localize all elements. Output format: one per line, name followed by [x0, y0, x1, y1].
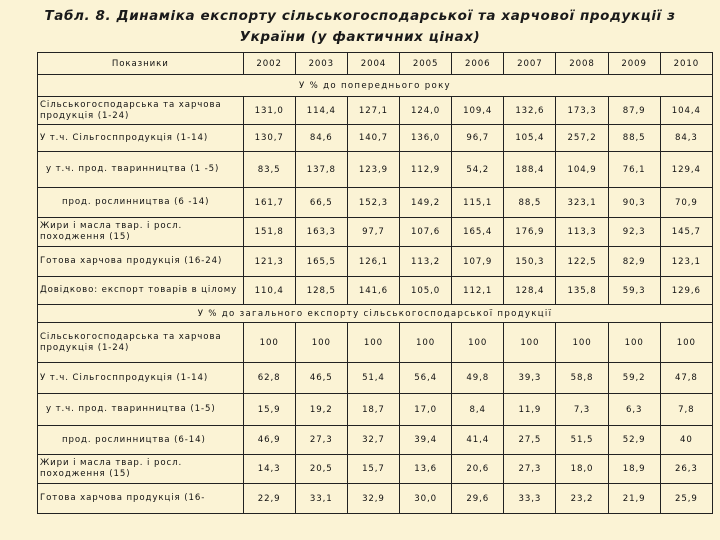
year-header: 2008: [556, 53, 608, 75]
value-cell: 88,5: [608, 125, 660, 152]
row-label: у т.ч. прод. тваринництва (1 -5): [38, 152, 244, 188]
year-header: 2005: [400, 53, 452, 75]
value-cell: 105,0: [400, 277, 452, 305]
table-row: [38, 125, 713, 152]
table-row: [38, 323, 713, 363]
value-cell: 113,2: [400, 247, 452, 277]
value-cell: 100: [243, 323, 295, 363]
indicator-header: Показники: [38, 53, 244, 75]
value-cell: 23,2: [556, 484, 608, 514]
value-cell: 27,5: [504, 426, 556, 455]
value-cell: 70,9: [660, 188, 712, 218]
row-label: Сільськогосподарська та харчова продукція (1-24): [38, 97, 244, 125]
table-row: [38, 218, 713, 247]
value-cell: 18,9: [608, 455, 660, 484]
value-cell: 107,6: [400, 218, 452, 247]
value-cell: 17,0: [400, 394, 452, 426]
value-cell: 41,4: [452, 426, 504, 455]
value-cell: 51,4: [347, 363, 399, 394]
value-cell: 127,1: [347, 97, 399, 125]
year-header: 2009: [608, 53, 660, 75]
value-cell: 135,8: [556, 277, 608, 305]
value-cell: 59,3: [608, 277, 660, 305]
value-cell: 27,3: [295, 426, 347, 455]
value-cell: 62,8: [243, 363, 295, 394]
value-cell: 18,7: [347, 394, 399, 426]
section-header-row: [38, 305, 713, 323]
value-cell: 88,5: [504, 188, 556, 218]
table-row: [38, 97, 713, 125]
year-header: 2004: [347, 53, 399, 75]
value-cell: 33,3: [504, 484, 556, 514]
value-cell: 84,6: [295, 125, 347, 152]
value-cell: 6,3: [608, 394, 660, 426]
value-cell: 33,1: [295, 484, 347, 514]
value-cell: 100: [660, 323, 712, 363]
value-cell: 130,7: [243, 125, 295, 152]
value-cell: 40: [660, 426, 712, 455]
value-cell: 46,5: [295, 363, 347, 394]
value-cell: 20,5: [295, 455, 347, 484]
value-cell: 140,7: [347, 125, 399, 152]
year-header: 2010: [660, 53, 712, 75]
value-cell: 128,5: [295, 277, 347, 305]
table-row: [38, 277, 713, 305]
value-cell: 90,3: [608, 188, 660, 218]
value-cell: 51,5: [556, 426, 608, 455]
year-header: 2002: [243, 53, 295, 75]
table-row: [38, 188, 713, 218]
value-cell: 132,6: [504, 97, 556, 125]
value-cell: 11,9: [504, 394, 556, 426]
value-cell: 123,9: [347, 152, 399, 188]
value-cell: 152,3: [347, 188, 399, 218]
value-cell: 105,4: [504, 125, 556, 152]
value-cell: 151,8: [243, 218, 295, 247]
value-cell: 32,7: [347, 426, 399, 455]
value-cell: 21,9: [608, 484, 660, 514]
value-cell: 165,5: [295, 247, 347, 277]
value-cell: 20,6: [452, 455, 504, 484]
value-cell: 96,7: [452, 125, 504, 152]
row-label: У т.ч. Сільгосппродукція (1-14): [38, 125, 244, 152]
value-cell: 129,4: [660, 152, 712, 188]
value-cell: 104,9: [556, 152, 608, 188]
value-cell: 100: [504, 323, 556, 363]
value-cell: 32,9: [347, 484, 399, 514]
value-cell: 92,3: [608, 218, 660, 247]
value-cell: 112,1: [452, 277, 504, 305]
value-cell: 54,2: [452, 152, 504, 188]
value-cell: 30,0: [400, 484, 452, 514]
value-cell: 26,3: [660, 455, 712, 484]
value-cell: 131,0: [243, 97, 295, 125]
value-cell: 136,0: [400, 125, 452, 152]
value-cell: 141,6: [347, 277, 399, 305]
table-title: Табл. 8. Динаміка експорту сільськогосподарської та харчової продукції з України (у фактичних цінах): [44, 8, 676, 45]
value-cell: 15,7: [347, 455, 399, 484]
value-cell: 150,3: [504, 247, 556, 277]
value-cell: 47,8: [660, 363, 712, 394]
value-cell: 137,8: [295, 152, 347, 188]
value-cell: 165,4: [452, 218, 504, 247]
section-title: У % до попереднього року: [38, 75, 713, 97]
value-cell: 100: [556, 323, 608, 363]
row-label: Жири і масла твар. і росл. походження (15): [38, 455, 244, 484]
table-row: [38, 394, 713, 426]
value-cell: 97,7: [347, 218, 399, 247]
year-header: 2007: [504, 53, 556, 75]
row-label: у т.ч. прод. тваринництва (1-5): [38, 394, 244, 426]
value-cell: 112,9: [400, 152, 452, 188]
value-cell: 100: [295, 323, 347, 363]
value-cell: 323,1: [556, 188, 608, 218]
value-cell: 110,4: [243, 277, 295, 305]
value-cell: 100: [608, 323, 660, 363]
value-cell: 59,2: [608, 363, 660, 394]
value-cell: 87,9: [608, 97, 660, 125]
value-cell: 25,9: [660, 484, 712, 514]
value-cell: 15,9: [243, 394, 295, 426]
table-row: [38, 363, 713, 394]
value-cell: 7,3: [556, 394, 608, 426]
value-cell: 13,6: [400, 455, 452, 484]
row-label: Сільськогосподарська та харчова продукція (1-24): [38, 323, 244, 363]
table-row: [38, 455, 713, 484]
value-cell: 129,6: [660, 277, 712, 305]
row-label: Готова харчова продукція (16-24): [38, 247, 244, 277]
value-cell: 39,3: [504, 363, 556, 394]
value-cell: 100: [347, 323, 399, 363]
value-cell: 82,9: [608, 247, 660, 277]
table-row: [38, 426, 713, 455]
value-cell: 100: [400, 323, 452, 363]
value-cell: 22,9: [243, 484, 295, 514]
value-cell: 161,7: [243, 188, 295, 218]
value-cell: 121,3: [243, 247, 295, 277]
row-label: Готова харчова продукція (16-: [38, 484, 244, 514]
value-cell: 257,2: [556, 125, 608, 152]
value-cell: 124,0: [400, 97, 452, 125]
value-cell: 14,3: [243, 455, 295, 484]
value-cell: 29,6: [452, 484, 504, 514]
value-cell: 173,3: [556, 97, 608, 125]
row-label: прод. рослинництва (6-14): [38, 426, 244, 455]
value-cell: 58,8: [556, 363, 608, 394]
export-dynamics-table: [37, 52, 713, 514]
value-cell: 52,9: [608, 426, 660, 455]
row-label: Довідково: експорт товарів в цілому: [38, 277, 244, 305]
value-cell: 18,0: [556, 455, 608, 484]
section-title: У % до загального експорту сільськогосподарської продукції: [38, 305, 713, 323]
value-cell: 109,4: [452, 97, 504, 125]
value-cell: 122,5: [556, 247, 608, 277]
table-row: [38, 247, 713, 277]
value-cell: 149,2: [400, 188, 452, 218]
section-header-row: [38, 75, 713, 97]
row-label: прод. рослинництва (6 -14): [38, 188, 244, 218]
value-cell: 76,1: [608, 152, 660, 188]
value-cell: 83,5: [243, 152, 295, 188]
value-cell: 176,9: [504, 218, 556, 247]
value-cell: 104,4: [660, 97, 712, 125]
value-cell: 126,1: [347, 247, 399, 277]
value-cell: 84,3: [660, 125, 712, 152]
table-row: [38, 152, 713, 188]
value-cell: 114,4: [295, 97, 347, 125]
value-cell: 115,1: [452, 188, 504, 218]
value-cell: 19,2: [295, 394, 347, 426]
row-label: У т.ч. Сільгосппродукція (1-14): [38, 363, 244, 394]
row-label: Жири і масла твар. і росл. походження (15): [38, 218, 244, 247]
value-cell: 27,3: [504, 455, 556, 484]
value-cell: 66,5: [295, 188, 347, 218]
value-cell: 163,3: [295, 218, 347, 247]
year-header: 2006: [452, 53, 504, 75]
year-header: 2003: [295, 53, 347, 75]
value-cell: 113,3: [556, 218, 608, 247]
value-cell: 188,4: [504, 152, 556, 188]
value-cell: 8,4: [452, 394, 504, 426]
value-cell: 39,4: [400, 426, 452, 455]
value-cell: 100: [452, 323, 504, 363]
value-cell: 145,7: [660, 218, 712, 247]
value-cell: 49,8: [452, 363, 504, 394]
header-row: [38, 53, 713, 75]
value-cell: 123,1: [660, 247, 712, 277]
value-cell: 56,4: [400, 363, 452, 394]
table-row: [38, 484, 713, 514]
value-cell: 128,4: [504, 277, 556, 305]
value-cell: 46,9: [243, 426, 295, 455]
value-cell: 107,9: [452, 247, 504, 277]
value-cell: 7,8: [660, 394, 712, 426]
